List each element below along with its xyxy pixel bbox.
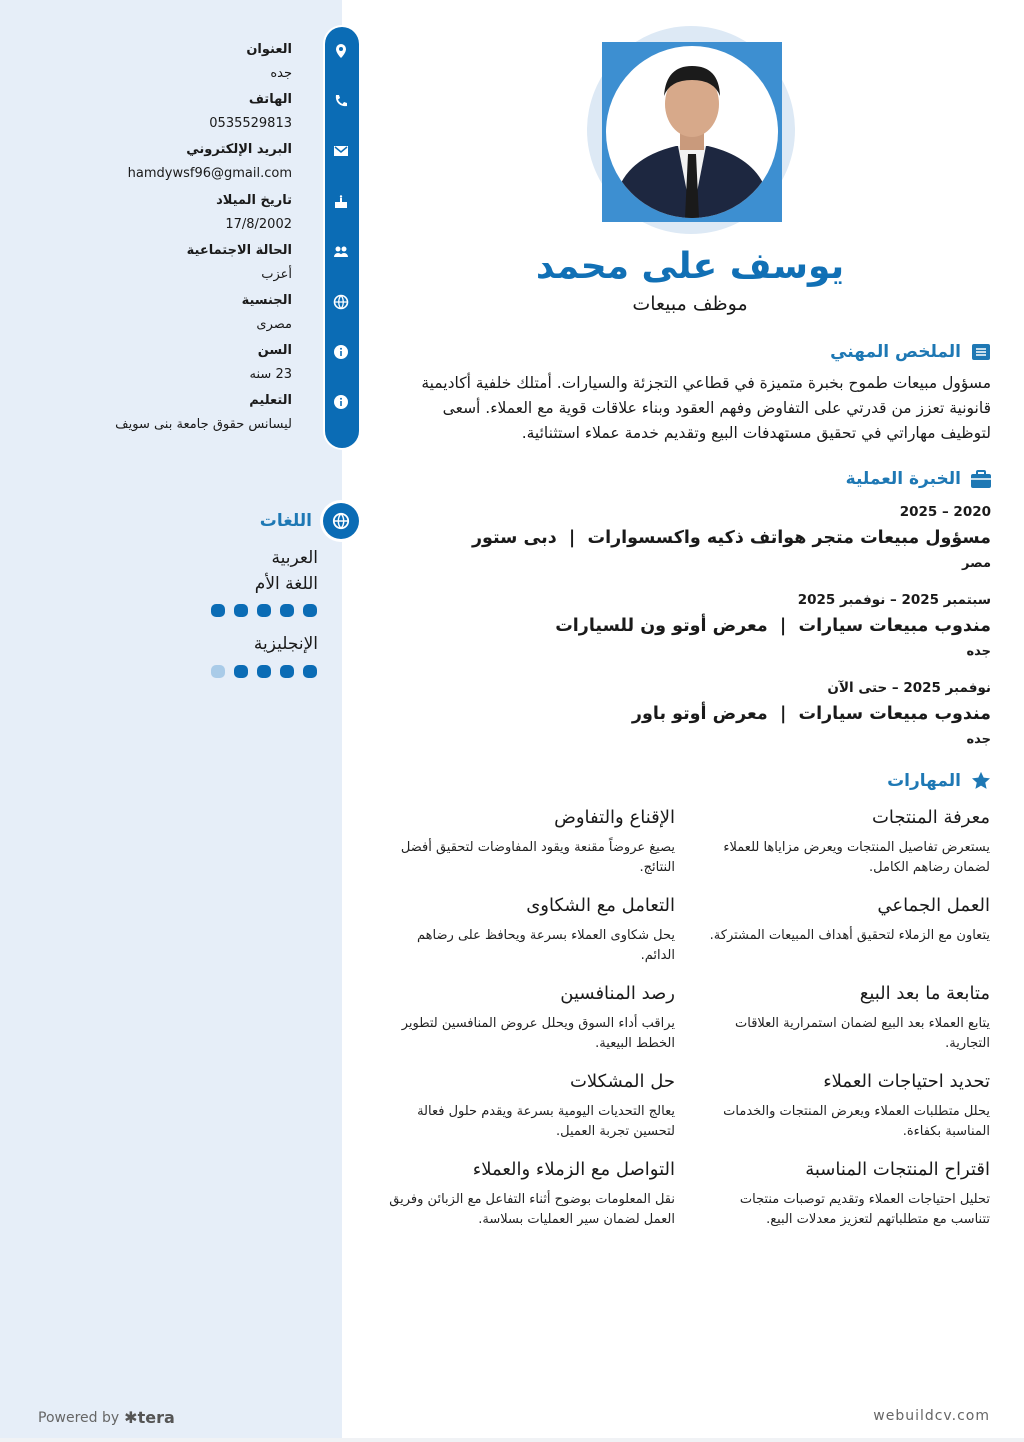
contact-value: 17/8/2002: [225, 216, 292, 232]
skill-item: [385, 982, 675, 1054]
bottom-strip: [0, 1438, 1024, 1442]
languages-heading: اللغات: [259, 511, 312, 531]
experience-heading: الخبرة العملية: [845, 469, 961, 489]
job-location: جده: [966, 732, 991, 747]
skill-description: يصيغ عروضاً مقنعة ويقود المفاوضات لتحقيق أفضل النتائج.: [400, 840, 675, 875]
job-location: جده: [966, 644, 991, 659]
contact-item: [32, 392, 292, 434]
rating-dot: [257, 604, 271, 617]
rating-dot: [280, 604, 294, 617]
skill-item: [700, 982, 990, 1054]
summary-heading: الملخص المهني: [830, 342, 961, 362]
skill-item: [385, 806, 675, 878]
contact-value: جده: [270, 66, 292, 81]
info-icon: [333, 394, 349, 410]
skill-title: التواصل مع الزملاء والعملاء: [472, 1159, 675, 1180]
contact-value: ليسانس حقوق جامعة بنى سويف: [115, 417, 292, 433]
language-rating: [211, 604, 317, 617]
contact-label: الحالة الاجتماعية: [186, 242, 292, 258]
contact-item: [32, 41, 292, 83]
skill-item: [700, 1158, 990, 1230]
info-icon: [333, 344, 349, 360]
skills-heading: المهارات: [887, 771, 961, 791]
people-icon: [333, 244, 349, 260]
experience-section: [395, 469, 991, 749]
skill-description: يراقب أداء السوق ويحلل عروض المنافسين لتطوير الخطط البيعية.: [401, 1016, 675, 1051]
skill-title: العمل الجماعي: [877, 895, 990, 916]
contact-label: العنوان: [246, 42, 292, 57]
rating-dot: [234, 665, 248, 678]
skill-item: [700, 894, 990, 946]
job-role: مندوب مبيعات سيارات | معرض أوتو ون للسيارات: [555, 616, 991, 636]
skill-title: اقتراح المنتجات المناسبة: [805, 1159, 990, 1180]
job-title: موظف مبيعات: [632, 293, 748, 315]
rating-dot: [303, 665, 317, 678]
contact-item: [32, 242, 292, 284]
language-name: العربية: [271, 548, 318, 568]
skills-section: [395, 771, 991, 791]
skill-item: [385, 894, 675, 966]
contact-label: الهاتف: [248, 92, 292, 108]
contact-label: البريد الإلكتروني: [186, 142, 292, 158]
location-pin-icon: [333, 43, 349, 59]
rating-dot: [303, 604, 317, 617]
job-dates: سبتمبر 2025 – نوفمبر 2025: [797, 592, 991, 608]
experience-item: [395, 679, 991, 749]
rating-dot: [234, 604, 248, 617]
skill-description: تحليل احتياجات العملاء وتقديم توصبات منتجات تتناسب مع متطلباتهم لتعزيز معدلات البيع.: [739, 1192, 990, 1227]
skill-description: يحل شكاوى العملاء بسرعة ويحافظ على رضاهم الدائم.: [417, 928, 675, 963]
summary-section: [395, 342, 991, 446]
globe-icon: [323, 503, 359, 539]
job-location: مصر: [962, 556, 991, 571]
experience-item: [395, 591, 991, 661]
contact-item: [32, 342, 292, 384]
skill-description: يتابع العملاء بعد البيع لضمان استمرارية العلاقات التجارية.: [735, 1016, 990, 1051]
skill-title: التعامل مع الشكاوى: [526, 895, 675, 916]
skill-description: يستعرض تفاصيل المنتجات ويعرض مزاياها للعملاء لضمان رضاهم الكامل.: [723, 840, 990, 875]
skill-item: [385, 1070, 675, 1142]
cake-icon: [333, 194, 349, 210]
contact-value: 0535529813: [209, 116, 292, 132]
contact-label: الجنسية: [241, 293, 292, 308]
document-icon: [971, 342, 991, 362]
job-dates: نوفمبر 2025 – حتى الآن: [827, 680, 991, 696]
summary-text: مسؤول مبيعات طموح بخبرة متميزة في قطاعي التجزئة والسيارات. أمتلك خلفية أكاديمية قانونية تعزز من قدرتي على التفاوض وفهم العقود وبناء علاقات قوية مع العملاء. أسعى لتوظيف مهاراتي في تحقيق مستهدفات البيع وتقديم خدمة عملاء استثنائية.: [421, 374, 991, 442]
skill-item: [700, 806, 990, 878]
rating-dot: [211, 604, 225, 617]
language-rating: [211, 665, 317, 678]
site-link[interactable]: webuildcv.com: [873, 1408, 990, 1424]
contact-icon-strip: [325, 27, 359, 448]
contact-item: [32, 192, 292, 234]
skill-description: نقل المعلومات بوضوح أثناء التفاعل مع الزبائن وفريق العمل لضمان سير العمليات بسلاسة.: [389, 1192, 675, 1227]
rating-dot: [280, 665, 294, 678]
contact-label: تاريخ الميلاد: [216, 192, 292, 208]
skill-title: حل المشكلات: [569, 1071, 675, 1092]
contact-item: [32, 292, 292, 334]
experience-item: [395, 503, 991, 573]
skill-description: يتعاون مع الزملاء لتحقيق أهداف المبيعات المشتركة.: [709, 928, 990, 943]
skill-item: [700, 1070, 990, 1142]
rating-dot: [211, 665, 225, 678]
contact-label: التعليم: [249, 393, 292, 409]
skill-title: رصد المنافسين: [560, 983, 675, 1004]
contact-item: [32, 141, 292, 183]
powered-by: [38, 1408, 175, 1427]
language-name: الإنجليزية: [253, 634, 318, 654]
skill-item: [385, 1158, 675, 1230]
globe-icon: [333, 294, 349, 310]
skill-title: تحديد احتياجات العملاء: [823, 1071, 990, 1092]
language-level: اللغة الأم: [254, 574, 318, 594]
star-icon: [971, 771, 991, 791]
briefcase-icon: [971, 469, 991, 489]
full-name: يوسف على محمد: [535, 246, 845, 287]
skill-description: يعالج التحديات اليومية بسرعة ويقدم حلول فعالة لتحسين تجربة العميل.: [417, 1104, 675, 1139]
job-role: مسؤول مبيعات متجر هواتف ذكيه واكسسوارات | دبى ستور: [471, 528, 991, 548]
contact-item: [32, 91, 292, 133]
contact-value: 23 سنه: [249, 367, 292, 383]
powered-by-text: Powered by: [38, 1409, 120, 1426]
skill-description: يحلل متطلبات العملاء ويعرض المنتجات والخدمات المناسبة بكفاءة.: [723, 1104, 990, 1139]
profile-photo: [606, 46, 778, 218]
contact-label: السن: [257, 343, 292, 359]
envelope-icon: [333, 143, 349, 159]
contact-value: أعزب: [261, 266, 292, 282]
skill-title: معرفة المنتجات: [871, 807, 990, 828]
skill-title: الإقناع والتفاوض: [554, 807, 675, 828]
contact-value: مصرى: [256, 317, 292, 332]
job-role: مندوب مبيعات سيارات | معرض أوتو باور: [631, 704, 991, 724]
rating-dot: [257, 665, 271, 678]
tera-logo: ✱tera: [124, 1408, 175, 1427]
job-dates: 2020 – 2025: [899, 504, 991, 520]
phone-icon: [333, 93, 349, 109]
contact-value: hamdywsf96@gmail.com: [127, 166, 292, 182]
skill-title: متابعة ما بعد البيع: [859, 983, 990, 1004]
